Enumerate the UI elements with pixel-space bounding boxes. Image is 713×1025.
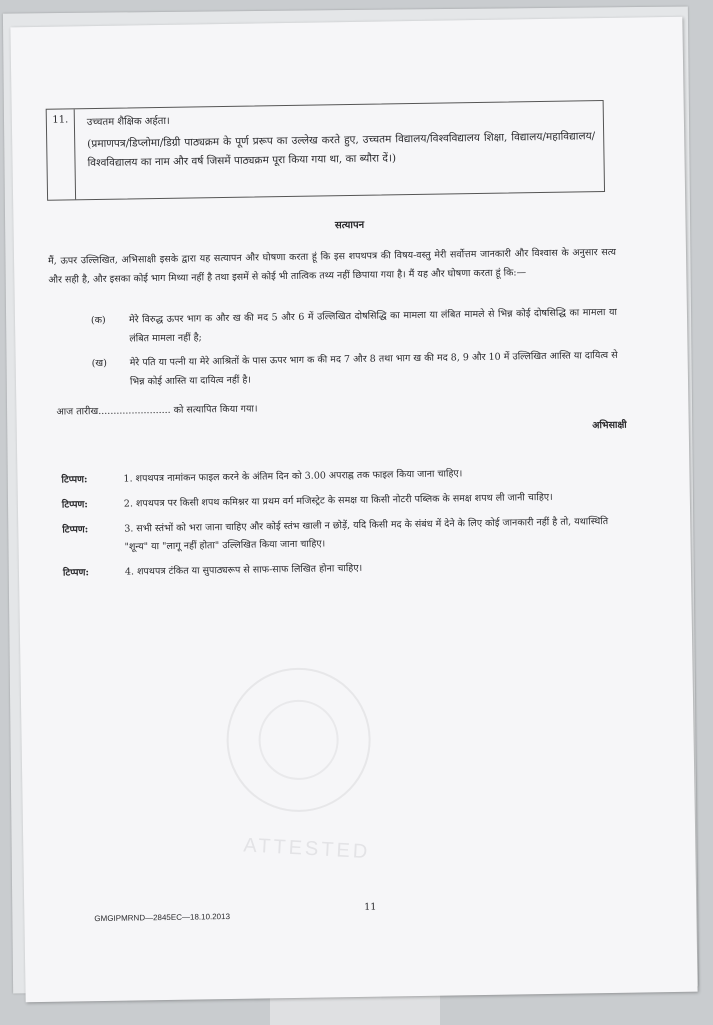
item-text: मेरे पति या पत्नी या मेरे आश्रितों के पास ऊपर भाग क की मद 7 और 8 तथा भाग ख की मद 8, 9 और 10 में उल्लिखित आस्ति या दायित्व से भिन्न कोई आस्ति या दायित्व नहीं है।: [129, 349, 618, 388]
note-text: 4. शपथपत्र टंकित या सुपाठ्यरूप से साफ-साफ लिखित होना चाहिए।: [124, 562, 363, 578]
note-item: [63, 556, 623, 583]
qualification-box: [46, 100, 605, 201]
notes-list: [61, 463, 623, 590]
declaration-item: [49, 303, 618, 345]
note-item: [62, 513, 622, 558]
note-label: टिप्पण:: [62, 524, 89, 536]
document-page: [10, 17, 697, 1002]
note-text: 2. शपथपत्र पर किसी शपथ कमिश्नर या प्रथम वर्ग मजिस्ट्रेट के समक्ष या किसी नोटरी पब्लिक के समक्ष शपथ ली जानी चाहिए।: [123, 491, 553, 510]
show-through-mark: ATTESTED: [242, 834, 371, 864]
note-text: 1. शपथपत्र नामांकन फाइल करने के अंतिम दिन को 3.00 अपराह्न तक फाइल किया जाना चाहिए।: [123, 468, 463, 485]
note-label: टिप्पण:: [61, 499, 88, 511]
verification-paragraph: मैं, ऊपर उल्लिखित, अभिसाक्षी इसके द्वारा यह सत्यापन और घोषणा करता हूं कि इस शपथपत्र की विषय-वस्तु मेरी सर्वोत्तम जानकारी और विश्वास के अनुसार सत्य और सही है, और इसका कोई भाग मिथ्या नहीं है तथा इसमें से कोई भी तात्विक तथ्य नहीं छिपाया गया है। मैं यह और घोषणा करता हूं कि:—: [47, 246, 617, 286]
item-text: मेरे विरुद्ध ऊपर भाग क और ख की मद 5 और 6 में उल्लिखित दोषसिद्धि का मामला या लंबित मामले से भिन्न कोई दोषसिद्धि का मामला या लंबित मामला नहीं है;: [128, 306, 618, 345]
note-text: 3. सभी स्तंभों को भरा जाना चाहिए और कोई स्तंभ खाली न छोड़ें, यदि किसी मद के संबंध में देने के लिए कोई जानकारी नहीं है तो, यथास्थिति "शून्य" या "लागू नहीं होता" उल्लिखित किया जाना चाहिए।: [124, 516, 609, 553]
item-heading: उच्चतम शैक्षिक अर्हता।: [86, 115, 170, 129]
page-number: 11: [364, 901, 377, 913]
deponent-label: अभिसाक्षी: [592, 419, 627, 432]
item-description: (प्रमाणपत्र/डिप्लोमा/डिग्री पाठ्यक्रम के पूर्ण प्ररूप का उल्लेख करते हुए, उच्चतम विद्यालय/विश्वविद्यालय शिक्षा, विद्यालय/महाविद्यालय/विश्वविद्यालय का नाम और वर्ष जिसमें पाठ्यक्रम पूरा किया गया था, का ब्यौरा दें।): [87, 130, 596, 170]
date-line: आज तारीख........................ को सत्यापित किया गया।: [56, 403, 258, 418]
note-label: टिप्पण:: [62, 567, 89, 579]
print-footer: GMGIPMRND—2845EC—18.10.2013: [94, 911, 231, 924]
item-mark: (क): [90, 314, 106, 327]
item-mark: (ख): [91, 357, 107, 370]
note-label: टिप्पण:: [61, 474, 88, 486]
verification-title: सत्यापन: [334, 219, 365, 232]
note-item: [61, 463, 621, 490]
item-number: 11.: [47, 109, 76, 199]
note-item: [62, 488, 622, 515]
faint-seal-stamp: [225, 667, 371, 813]
